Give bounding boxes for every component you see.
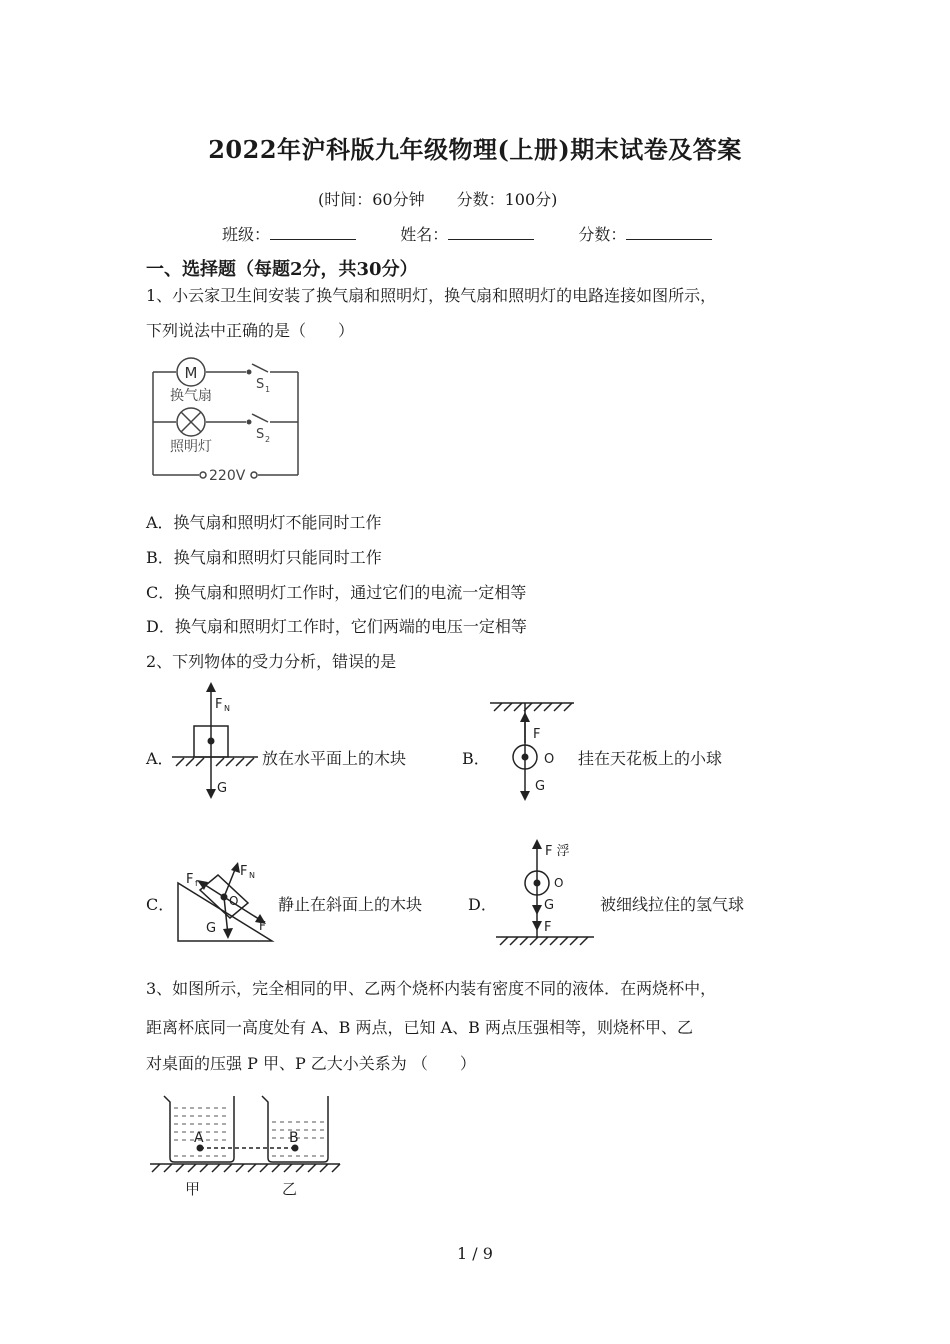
q3-stem-line1: 3、如图所示，完全相同的甲、乙两个烧杯内装有密度不同的液体．在两烧杯中， [146, 979, 717, 998]
beaker-left-label: 甲 [185, 1180, 201, 1198]
q2b-o-label: O [544, 752, 555, 767]
q2c-f-label: F [259, 919, 266, 933]
q2a-fn-subscript: N [224, 704, 230, 713]
q1-stem-line1: 1、小云家卫生间安装了换气扇和照明灯，换气扇和照明灯的电路连接如图所示， [146, 286, 717, 305]
q2d-g-label: G [544, 898, 555, 913]
q1-option-d[interactable]: D．换气扇和照明灯工作时，它们两端的电压一定相等 [146, 617, 527, 636]
voltage-label: 220V [209, 468, 246, 484]
beaker-right-label: 乙 [282, 1180, 298, 1198]
s2-pivot-dot [247, 420, 252, 425]
q3-stem-line2: 距离杯底同一高度处有 A、B 两点，已知 A、B 两点压强相等，则烧杯甲、乙 [146, 1018, 693, 1037]
s2-subscript: 2 [265, 435, 271, 444]
q2-figure-a [170, 678, 260, 803]
q2b-f-label: F [533, 727, 541, 742]
q2-option-a-caption: 放在水平面上的木块 [262, 749, 407, 768]
q2a-g-label: G [217, 781, 228, 796]
fan-label: 换气扇 [170, 388, 212, 404]
s1-pivot-dot [247, 370, 252, 375]
q1-option-c[interactable]: C．换气扇和照明灯工作时，通过它们的电流一定相等 [146, 583, 527, 602]
q2-stem: 2、下列物体的受力分析，错误的是 [146, 652, 397, 671]
score-label: 分数： [578, 225, 627, 244]
student-fields [222, 222, 712, 245]
q2a-fn-label: F [215, 697, 223, 712]
point-a-label: A [194, 1130, 204, 1146]
q3-stem-line3: 对桌面的压强 P 甲、P 乙大小关系为 （ ） [146, 1054, 476, 1073]
q2c-ff-subscript: f [195, 879, 198, 888]
q2c-o-label: O [229, 894, 239, 908]
q2-figure-d [494, 835, 599, 945]
score-field[interactable] [626, 225, 712, 240]
class-field[interactable] [270, 225, 356, 240]
name-field[interactable] [448, 225, 534, 240]
q2-figure-b [488, 696, 578, 806]
s2-label: S [256, 427, 265, 442]
q2-option-a-letter[interactable]: A． [146, 749, 174, 768]
q2-option-b-letter[interactable]: B． [462, 749, 490, 768]
page-title: 2022年沪科版九年级物理(上册)期末试卷及答案 [208, 135, 742, 164]
class-label: 班级： [222, 225, 271, 244]
q2d-fbuoy-label: F 浮 [545, 844, 570, 859]
lamp-label: 照明灯 [170, 439, 212, 455]
q2-option-c-letter[interactable]: C． [146, 895, 175, 914]
section-heading: 一、选择题（每题2分，共30分） [146, 259, 418, 280]
q3-beaker-figure [150, 1088, 342, 1200]
q2c-ff-label: F [186, 872, 194, 887]
q2-option-d-letter[interactable]: D． [468, 895, 497, 914]
q2b-g-label: G [535, 779, 546, 794]
q2-option-d-caption: 被细线拉住的氢气球 [600, 895, 745, 914]
point-b-label: B [289, 1130, 299, 1146]
page-number: 1 / 9 [457, 1244, 493, 1263]
name-label: 姓名： [400, 225, 449, 244]
q2c-g-label: G [206, 921, 217, 936]
q2d-f-label: F [544, 920, 552, 935]
s1-subscript: 1 [265, 385, 271, 394]
motor-symbol: M [184, 364, 198, 382]
q2-option-c-caption: 静止在斜面上的木块 [278, 895, 423, 914]
exam-info: (时间：60分钟 分数：100分) [318, 190, 558, 209]
q1-option-b[interactable]: B．换气扇和照明灯只能同时工作 [146, 548, 382, 567]
q1-circuit-figure [146, 350, 316, 490]
q1-option-a[interactable]: A．换气扇和照明灯不能同时工作 [146, 513, 382, 532]
q2d-o-label: O [554, 876, 564, 890]
q2-figure-c [172, 855, 277, 945]
q2c-fn-label: F [240, 864, 248, 879]
q1-stem-line2: 下列说法中正确的是（ ） [146, 321, 355, 340]
q2c-fn-subscript: N [249, 871, 255, 880]
q2-option-b-caption: 挂在天花板上的小球 [578, 749, 723, 768]
s1-label: S [256, 377, 265, 392]
